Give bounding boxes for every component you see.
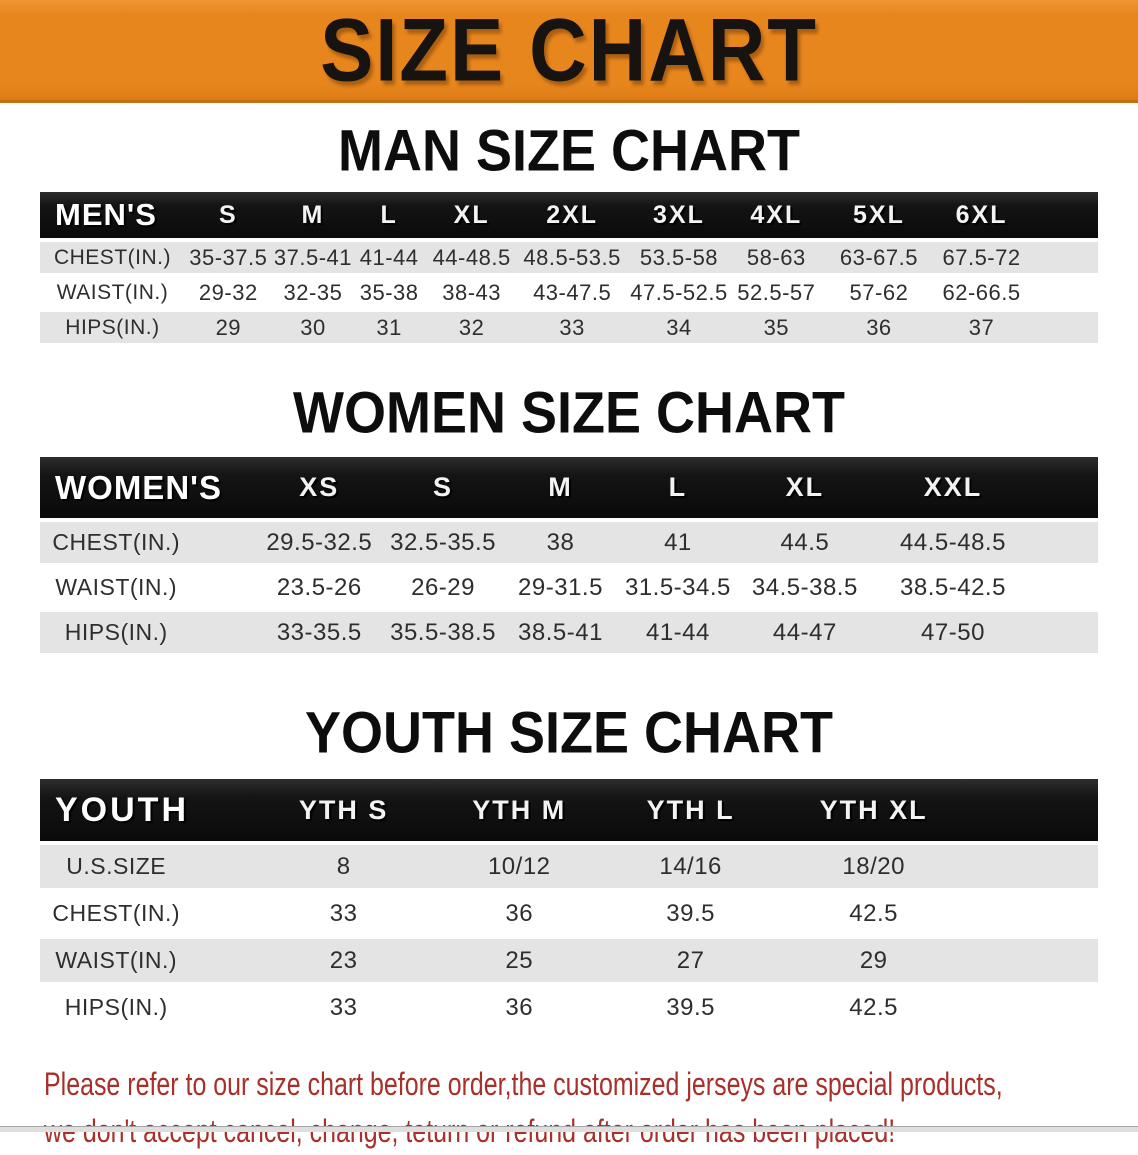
size-column-header: XS: [249, 457, 389, 520]
size-value-cell: 33-35.5: [249, 610, 389, 655]
size-value-cell: 38: [497, 520, 624, 565]
women-section-heading: WOMEN SIZE CHART: [293, 380, 845, 446]
size-column-header: L: [354, 192, 424, 240]
header-filler-cell: [1028, 457, 1098, 520]
disclaimer-text: [44, 1061, 1003, 1155]
size-value-cell: 62-66.5: [938, 275, 1025, 310]
size-value-cell: 42.5: [781, 890, 967, 937]
banner-title: SIZE CHART: [320, 0, 818, 100]
table-row: [40, 565, 1098, 610]
header-filler-cell: [967, 779, 1098, 843]
size-value-cell: 30: [272, 310, 355, 345]
size-value-cell: 29: [781, 937, 967, 984]
size-value-cell: 44.5-48.5: [878, 520, 1028, 565]
size-value-cell: 38.5-41: [497, 610, 624, 655]
size-value-cell: 58-63: [733, 240, 820, 275]
row-filler-cell: [1028, 520, 1098, 565]
row-label: HIPS(IN.): [40, 984, 249, 1031]
row-label: HIPS(IN.): [40, 310, 185, 345]
size-value-cell: 29-32: [185, 275, 272, 310]
bottom-edge-strip: [0, 1126, 1138, 1132]
size-value-cell: 10/12: [438, 843, 601, 890]
size-value-cell: 36: [438, 984, 601, 1031]
row-filler-cell: [1028, 610, 1098, 655]
size-value-cell: 44.5: [732, 520, 878, 565]
size-value-cell: 41-44: [624, 610, 732, 655]
size-column-header: S: [389, 457, 497, 520]
table-row: [40, 275, 1098, 310]
size-column-header: YTH L: [601, 779, 781, 843]
size-value-cell: 37: [938, 310, 1025, 345]
row-label: HIPS(IN.): [40, 610, 249, 655]
row-label: WAIST(IN.): [40, 275, 185, 310]
size-value-cell: 34: [625, 310, 733, 345]
size-column-header: 6XL: [938, 192, 1025, 240]
row-label: CHEST(IN.): [40, 240, 185, 275]
size-value-cell: 38-43: [424, 275, 519, 310]
women-size-section: [0, 380, 1138, 657]
size-value-cell: 53.5-58: [625, 240, 733, 275]
row-filler-cell: [967, 937, 1098, 984]
size-column-header: XL: [424, 192, 519, 240]
table-row: [40, 984, 1098, 1031]
youth-section-heading: YOUTH SIZE CHART: [304, 700, 833, 766]
table-row: [40, 520, 1098, 565]
row-label: WAIST(IN.): [40, 565, 249, 610]
size-value-cell: 36: [438, 890, 601, 937]
size-value-cell: 29: [185, 310, 272, 345]
size-value-cell: 44-48.5: [424, 240, 519, 275]
size-value-cell: 32.5-35.5: [389, 520, 497, 565]
size-value-cell: 43-47.5: [519, 275, 625, 310]
table-corner-label: YOUTH: [40, 779, 249, 843]
table-row: [40, 843, 1098, 890]
row-filler-cell: [967, 843, 1098, 890]
row-filler-cell: [1025, 310, 1098, 345]
size-value-cell: 38.5-42.5: [878, 565, 1028, 610]
size-value-cell: 48.5-53.5: [519, 240, 625, 275]
table-header-row: [40, 779, 1098, 843]
row-label: CHEST(IN.): [40, 890, 249, 937]
size-chart-banner: [0, 0, 1138, 103]
row-label: WAIST(IN.): [40, 937, 249, 984]
size-value-cell: 31.5-34.5: [624, 565, 732, 610]
table-row: [40, 937, 1098, 984]
row-filler-cell: [1028, 565, 1098, 610]
size-value-cell: 36: [820, 310, 938, 345]
disclaimer-line-1: Please refer to our size chart before order,the customized jerseys are special products,: [44, 1066, 1003, 1102]
size-value-cell: 33: [249, 984, 437, 1031]
size-column-header: 5XL: [820, 192, 938, 240]
men-size-section: [0, 118, 1138, 347]
size-column-header: XL: [732, 457, 878, 520]
size-value-cell: 37.5-41: [272, 240, 355, 275]
table-header-row: [40, 192, 1098, 240]
youth-size-table: [40, 779, 1098, 1033]
size-value-cell: 29.5-32.5: [249, 520, 389, 565]
size-value-cell: 25: [438, 937, 601, 984]
size-value-cell: 32: [424, 310, 519, 345]
size-value-cell: 27: [601, 937, 781, 984]
size-value-cell: 35-37.5: [185, 240, 272, 275]
size-value-cell: 35: [733, 310, 820, 345]
size-column-header: M: [272, 192, 355, 240]
size-value-cell: 42.5: [781, 984, 967, 1031]
size-value-cell: 35.5-38.5: [389, 610, 497, 655]
size-value-cell: 23: [249, 937, 437, 984]
size-column-header: XXL: [878, 457, 1028, 520]
size-value-cell: 57-62: [820, 275, 938, 310]
row-label: CHEST(IN.): [40, 520, 249, 565]
size-value-cell: 26-29: [389, 565, 497, 610]
row-filler-cell: [967, 984, 1098, 1031]
row-filler-cell: [967, 890, 1098, 937]
size-value-cell: 31: [354, 310, 424, 345]
size-column-header: YTH M: [438, 779, 601, 843]
men-size-table: [40, 192, 1098, 347]
size-value-cell: 18/20: [781, 843, 967, 890]
size-value-cell: 39.5: [601, 890, 781, 937]
size-value-cell: 34.5-38.5: [732, 565, 878, 610]
size-column-header: 4XL: [733, 192, 820, 240]
table-row: [40, 240, 1098, 275]
women-size-table: [40, 457, 1098, 657]
size-column-header: M: [497, 457, 624, 520]
size-column-header: 3XL: [625, 192, 733, 240]
size-value-cell: 29-31.5: [497, 565, 624, 610]
table-row: [40, 890, 1098, 937]
row-filler-cell: [1025, 275, 1098, 310]
row-label: U.S.SIZE: [40, 843, 249, 890]
table-row: [40, 310, 1098, 345]
table-corner-label: WOMEN'S: [40, 457, 249, 520]
size-column-header: S: [185, 192, 272, 240]
table-row: [40, 610, 1098, 655]
size-value-cell: 67.5-72: [938, 240, 1025, 275]
header-filler-cell: [1025, 192, 1098, 240]
row-filler-cell: [1025, 240, 1098, 275]
size-value-cell: 52.5-57: [733, 275, 820, 310]
size-column-header: 2XL: [519, 192, 625, 240]
size-value-cell: 14/16: [601, 843, 781, 890]
size-value-cell: 39.5: [601, 984, 781, 1031]
size-value-cell: 47.5-52.5: [625, 275, 733, 310]
size-value-cell: 44-47: [732, 610, 878, 655]
size-value-cell: 8: [249, 843, 437, 890]
size-value-cell: 35-38: [354, 275, 424, 310]
size-column-header: YTH S: [249, 779, 437, 843]
size-value-cell: 47-50: [878, 610, 1028, 655]
size-value-cell: 41-44: [354, 240, 424, 275]
size-value-cell: 63-67.5: [820, 240, 938, 275]
men-section-heading: MAN SIZE CHART: [338, 118, 800, 184]
table-header-row: [40, 457, 1098, 520]
size-value-cell: 41: [624, 520, 732, 565]
size-value-cell: 32-35: [272, 275, 355, 310]
size-value-cell: 33: [519, 310, 625, 345]
size-value-cell: 23.5-26: [249, 565, 389, 610]
size-value-cell: 33: [249, 890, 437, 937]
size-column-header: YTH XL: [781, 779, 967, 843]
table-corner-label: MEN'S: [40, 192, 185, 240]
size-column-header: L: [624, 457, 732, 520]
youth-size-section: [0, 700, 1138, 1033]
